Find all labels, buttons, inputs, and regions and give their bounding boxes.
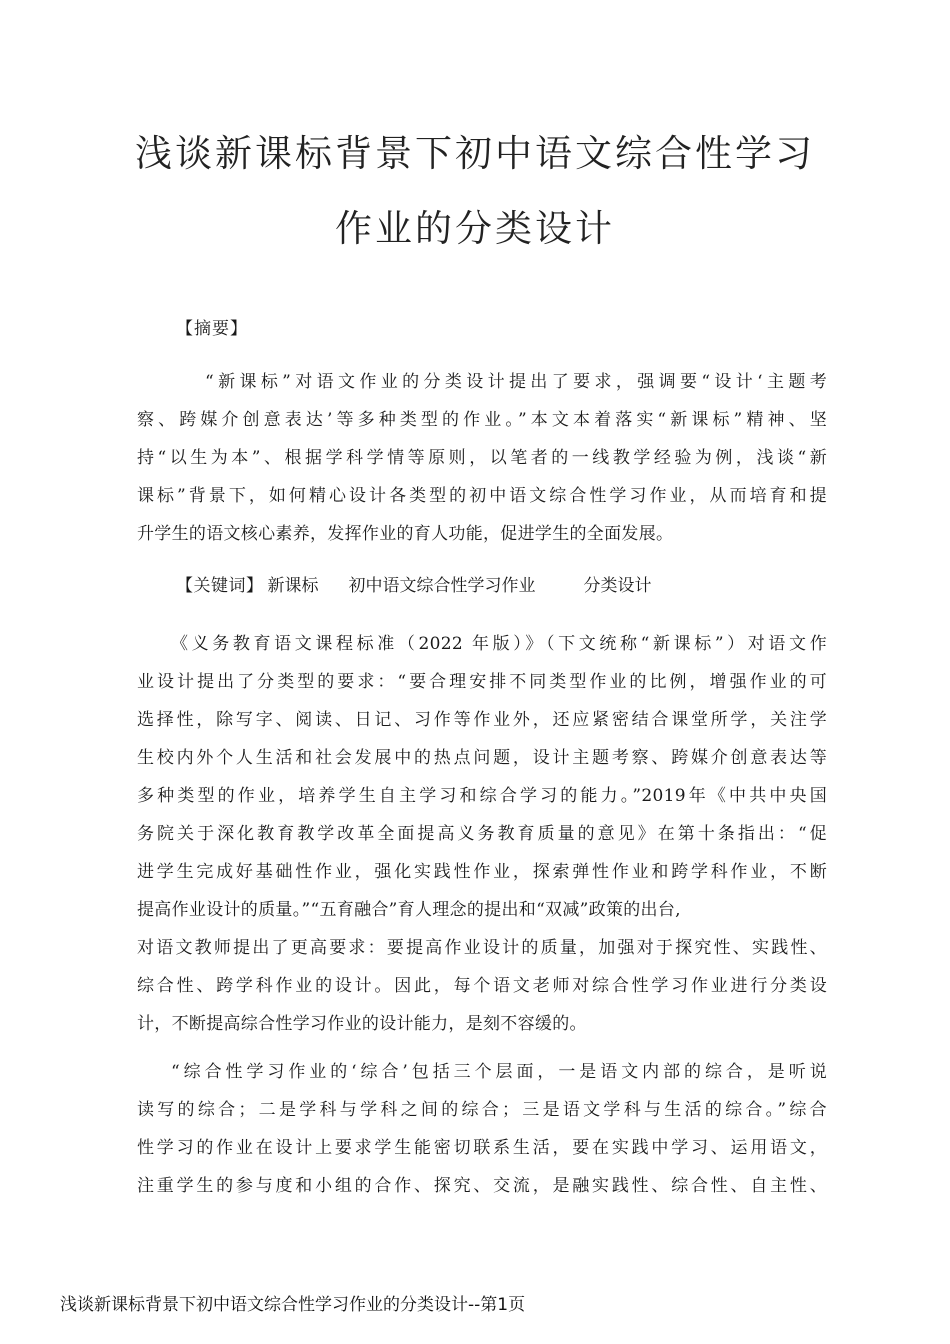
abstract-paragraph [137, 363, 827, 553]
body-line: 提高作业设计的质量。”“五育融合”育人理念的提出和“双减”政策的出台, [137, 900, 681, 920]
body-line: 性学习的作业在设计上要求学生能密切联系生活，要在实践中学习、运用语文， [137, 1138, 827, 1158]
abstract-line: 察、跨媒介创意表达’等多种类型的作业。”本文本着落实“新课标”精神、坚 [137, 410, 827, 430]
body-line: 业设计提出了分类型的要求：“要合理安排不同类型作业的比例，增强作业的可 [137, 672, 827, 692]
keyword: 新课标 [267, 576, 319, 596]
body-line: 注重学生的参与度和小组的合作、探究、交流，是融实践性、综合性、自主性、 [137, 1176, 827, 1196]
keyword: 分类设计 [583, 576, 652, 596]
body-paragraph-2 [137, 1053, 827, 1205]
body-line: 计，不断提高综合性学习作业的设计能力，是刻不容缓的。 [137, 1014, 587, 1034]
abstract-line: 持“以生为本”、根据学科学情等原则，以笔者的一线教学经验为例，浅谈“新 [137, 448, 827, 468]
keyword: 初中语文综合性学习作业 [348, 576, 536, 596]
body-line: 生校内外个人生活和社会发展中的热点问题，设计主题考察、跨媒介创意表达等 [137, 748, 827, 768]
body-line: 多种类型的作业，培养学生自主学习和综合学习的能力。”2019年《中共中央国 [137, 786, 827, 806]
abstract-line: “新课标”对语文作业的分类设计提出了要求，强调要“设计‘主题考 [205, 372, 827, 392]
page-footer: 浅谈新课标背景下初中语文综合性学习作业的分类设计--第1页 [60, 1295, 526, 1315]
abstract-line: 课标”背景下，如何精心设计各类型的初中语文综合性学习作业，从而培育和提 [137, 486, 827, 506]
keywords-row [176, 571, 652, 596]
body-line: 对语文教师提出了更高要求：要提高作业设计的质量，加强对于探究性、实践性、 [137, 938, 827, 958]
body-line: 读写的综合；二是学科与学科之间的综合；三是语文学科与生活的综合。”综合 [137, 1100, 827, 1120]
keywords-label: 【关键词】 [176, 576, 264, 596]
abstract-heading: 【摘要】 [176, 319, 248, 339]
body-line: “综合性学习作业的‘综合’包括三个层面，一是语文内部的综合，是听说 [171, 1062, 827, 1082]
document-title-line-1: 浅谈新课标背景下初中语文综合性学习 [135, 132, 815, 175]
body-line: 《义务教育语文课程标准（2022 年版）》（下文统称“新课标”）对语文作 [171, 634, 827, 654]
body-paragraph-1 [137, 625, 827, 1043]
document-title-line-2: 作业的分类设计 [335, 207, 615, 250]
body-line: 选择性，除写字、阅读、日记、习作等作业外，还应紧密结合课堂所学，关注学 [137, 710, 827, 730]
body-line: 综合性、跨学科作业的设计。因此，每个语文老师对综合性学习作业进行分类设 [137, 976, 827, 996]
body-line: 务院关于深化教育教学改革全面提高义务教育质量的意见》在第十条指出：“促 [137, 824, 827, 844]
abstract-line: 升学生的语文核心素养，发挥作业的育人功能，促进学生的全面发展。 [137, 524, 674, 544]
body-line: 进学生完成好基础性作业，强化实践性作业，探索弹性作业和跨学科作业，不断 [137, 862, 827, 882]
